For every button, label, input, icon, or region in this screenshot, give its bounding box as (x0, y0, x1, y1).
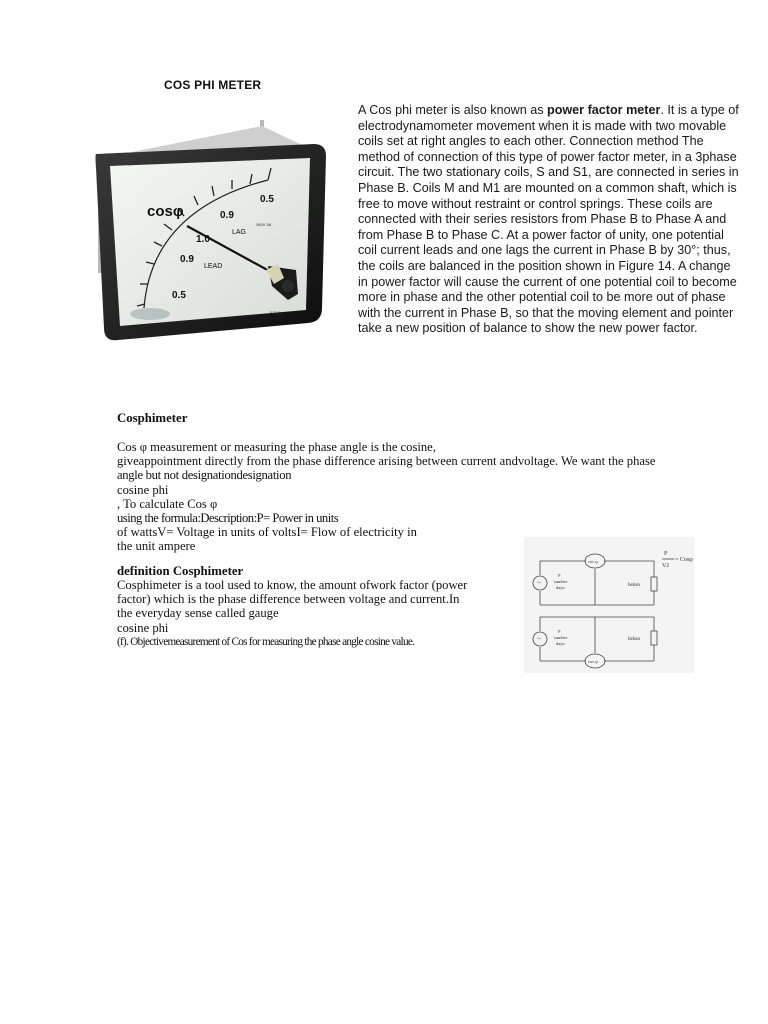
load-label: beban (628, 583, 640, 588)
scale-label: 0.9 (220, 210, 234, 221)
lag-label: LAG (232, 229, 247, 236)
source-symbol: ~ (537, 635, 541, 643)
formula-equals: = Cosφ (675, 557, 693, 563)
meter-symbol-label: cos φ (588, 559, 598, 564)
page-heading: COS PHI METER (164, 78, 262, 92)
supply-label: daya (556, 641, 565, 646)
intro-bold-term: power factor meter (547, 103, 661, 117)
body-line: factor) which is the phase difference between voltage and current.In (117, 592, 460, 607)
source-symbol: ~ (537, 579, 541, 587)
lead-label: LEAD (204, 263, 223, 270)
supply-label: sumber (554, 635, 568, 640)
formula-denominator: V.I (662, 563, 670, 569)
formula-numerator: P (664, 551, 668, 557)
scale-label: 0.5 (172, 290, 186, 301)
definition-body (117, 578, 512, 649)
supply-label: P (558, 629, 561, 634)
intro-paragraph (118, 103, 743, 365)
intro-lead: A Cos phi meter is also known as (358, 103, 547, 117)
supply-label: P (558, 573, 561, 578)
intro-rest: . It is a type of electrodynamometer movement when it is made with two movable coils set at right angles to each other. Connection method The method of connection of this type of power factor meter, in a 3phase circuit. The two stationary coils, S and S1, are connected in series in Phase B. Coils M and M1 are mounted on a common shaft, which is free to move without restraint or control springs. These coils are connected with their series resistors from Phase B to Phase A and from Phase B to Phase C. At a power factor of unity, one potential coil current leads and one lags the current in Phase B by 30°; thus, the coils are balanced in the position shown in Figure 14. A change in power factor will cause the current of one potential coil to become more in phase and the other potential coil to be more out of phase with the current in Phase B, so that the moving element and pointer take a new position of balance to show the new power factor. (358, 103, 739, 336)
meter-brand-label: cosφ (147, 203, 184, 220)
scale-label: 1.0 (196, 234, 210, 245)
maker-label: F.T.96 (270, 310, 281, 315)
load-label: beban (628, 637, 640, 642)
supply-label: daya (556, 585, 565, 590)
meter-symbol-label: cos φ (588, 659, 598, 664)
body-line: of wattsV= Voltage in units of voltsI= Flow of electricity in (117, 525, 417, 540)
rating-label: 380V 5A (256, 222, 272, 227)
scale-label: 0.9 (180, 254, 194, 265)
body-line: Cosphimeter is a tool used to know, the amount ofwork factor (power (117, 578, 468, 592)
body-line: angle but not designationdesignation (117, 468, 292, 483)
body-line: , To calculate Cos φ (117, 496, 218, 511)
body-line: giveappointment directly from the phase difference arising between current andvoltage. We want the phase (117, 454, 656, 469)
body-line: (f). Objectivemeasurement of Cos for measuring the phase angle cosine value. (117, 635, 415, 648)
body-line: the unit ampere (117, 539, 196, 554)
body-line: cosine phi (117, 620, 169, 635)
definition-title: definition Cosphimeter (117, 564, 244, 578)
cos-phi-circuit-diagram (524, 537, 694, 673)
scale-label: 0.5 (260, 194, 274, 205)
body-line: cosine phi (117, 482, 169, 497)
body-line: Cos φ measurement or measuring the phase angle is the cosine, (117, 440, 436, 454)
cosphimeter-title: Cosphimeter (117, 411, 188, 425)
body-line: using the formula:Description:P= Power in units (117, 511, 339, 526)
body-line: the everyday sense called gauge (117, 606, 279, 621)
supply-label: sumber (554, 579, 568, 584)
